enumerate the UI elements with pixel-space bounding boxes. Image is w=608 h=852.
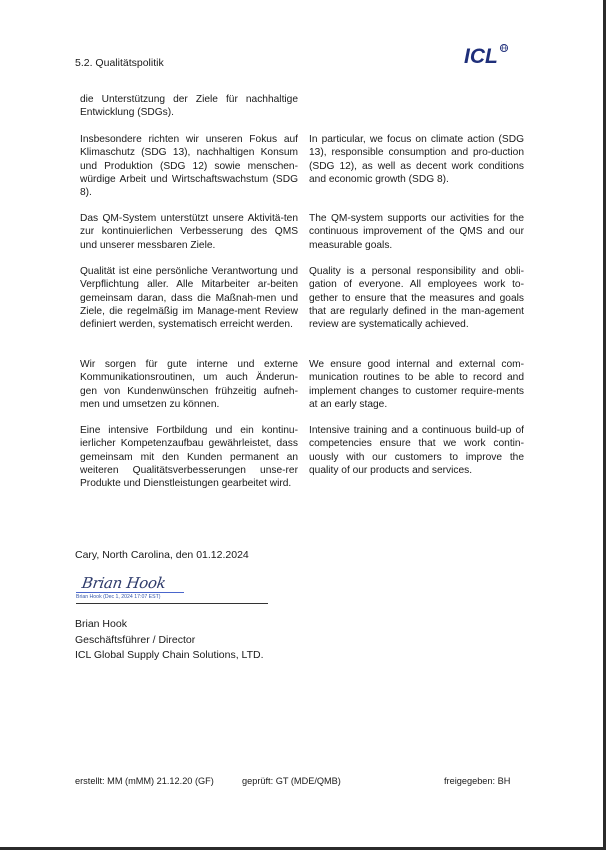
footer-released: freigegeben: BH (444, 776, 511, 786)
icl-logo (463, 42, 509, 68)
english-paragraph-1: In particular, we focus on climate action (SDG 13), responsible consumption and pro-duction (SDG 12), as well as decent work conditions and economic growth (SDG 8). (309, 134, 524, 185)
german-paragraph-4: Wir sorgen für gute interne und externe Kommunikationsroutinen, um auch Änderun-gen von Kundenwünschen frühzeitig aufneh-men und umsetzen zu können. (80, 359, 298, 410)
german-paragraph-1: Insbesondere richten wir unseren Fokus auf Klimaschutz (SDG 13), nachhaltigen Konsum und Produktion (SDG 12) sowie menschen-würdige Arbeit und Wirtschaftswachstum (SDG 8). (80, 134, 298, 199)
signer-title: Geschäftsführer / Director (75, 633, 196, 646)
english-paragraph-2: The QM-system supports our activities for the continuous improvement of the QMS and our measurable goals. (309, 213, 524, 251)
german-paragraph-0: die Unterstützung der Ziele für nachhaltige Entwicklung (SDGs). (80, 94, 298, 119)
signer-name: Brian Hook (75, 618, 127, 630)
icl-logo-graphic (463, 42, 509, 68)
english-paragraph-4: We ensure good internal and external com-munication routines to be able to record and implement changes to customer require-ments at an early stage. (309, 359, 524, 410)
esign-underline (76, 592, 184, 593)
signer-block (75, 617, 264, 664)
german-paragraph-5: Eine intensive Fortbildung und ein kontinu-ierlicher Kompetenzaufbau gewährleistet, dass gemeinsam mit den Kunden permanent an weiteren Qualitätsverbesserungen unse-rer Produkte und Dienstleistungen gearbeitet wird. (80, 425, 298, 490)
footer-checked: geprüft: GT (MDE/QMB) (242, 776, 341, 786)
german-paragraph-3: Qualität ist eine persönliche Verantwortung und Verpflichtung aller. Alle Mitarbeiter ar-beiten gemeinsam daran, dass die Maßnah-men und Ziele, die regelmäßig im Manage-ment Review definiert werden, systematisch erreicht werden. (80, 266, 298, 331)
esign-stamp: Brian Hook (Dec 1, 2024 17:07 EST) (76, 594, 161, 600)
signature-line (76, 603, 268, 604)
german-paragraph-2: Das QM-System unterstützt unsere Aktivitä-ten zur kontinuierlichen Verbesserung des QMS und unserer messbaren Ziele. (80, 213, 298, 251)
signer-company: ICL Global Supply Chain Solutions, LTD. (75, 649, 264, 661)
handwritten-signature: Brian Hook (80, 574, 167, 592)
english-paragraph-5: Intensive training and a continuous build-up of competencies ensure that we work contin-uously with our customers to improve the quality of our products and services. (309, 425, 524, 476)
icl-logo-text: ICL (464, 45, 498, 68)
english-paragraph-3: Quality is a personal responsibility and obli-gation of everyone. All employees work to-gether to ensure that the measures and goals that are regularly defined in the man-agement review are systematically achieved. (309, 266, 524, 331)
footer-created: erstellt: MM (mMM) 21.12.20 (GF) (75, 776, 214, 786)
place-and-date: Cary, North Carolina, den 01.12.2024 (75, 549, 249, 561)
section-title: 5.2. Qualitätspolitik (75, 57, 164, 69)
